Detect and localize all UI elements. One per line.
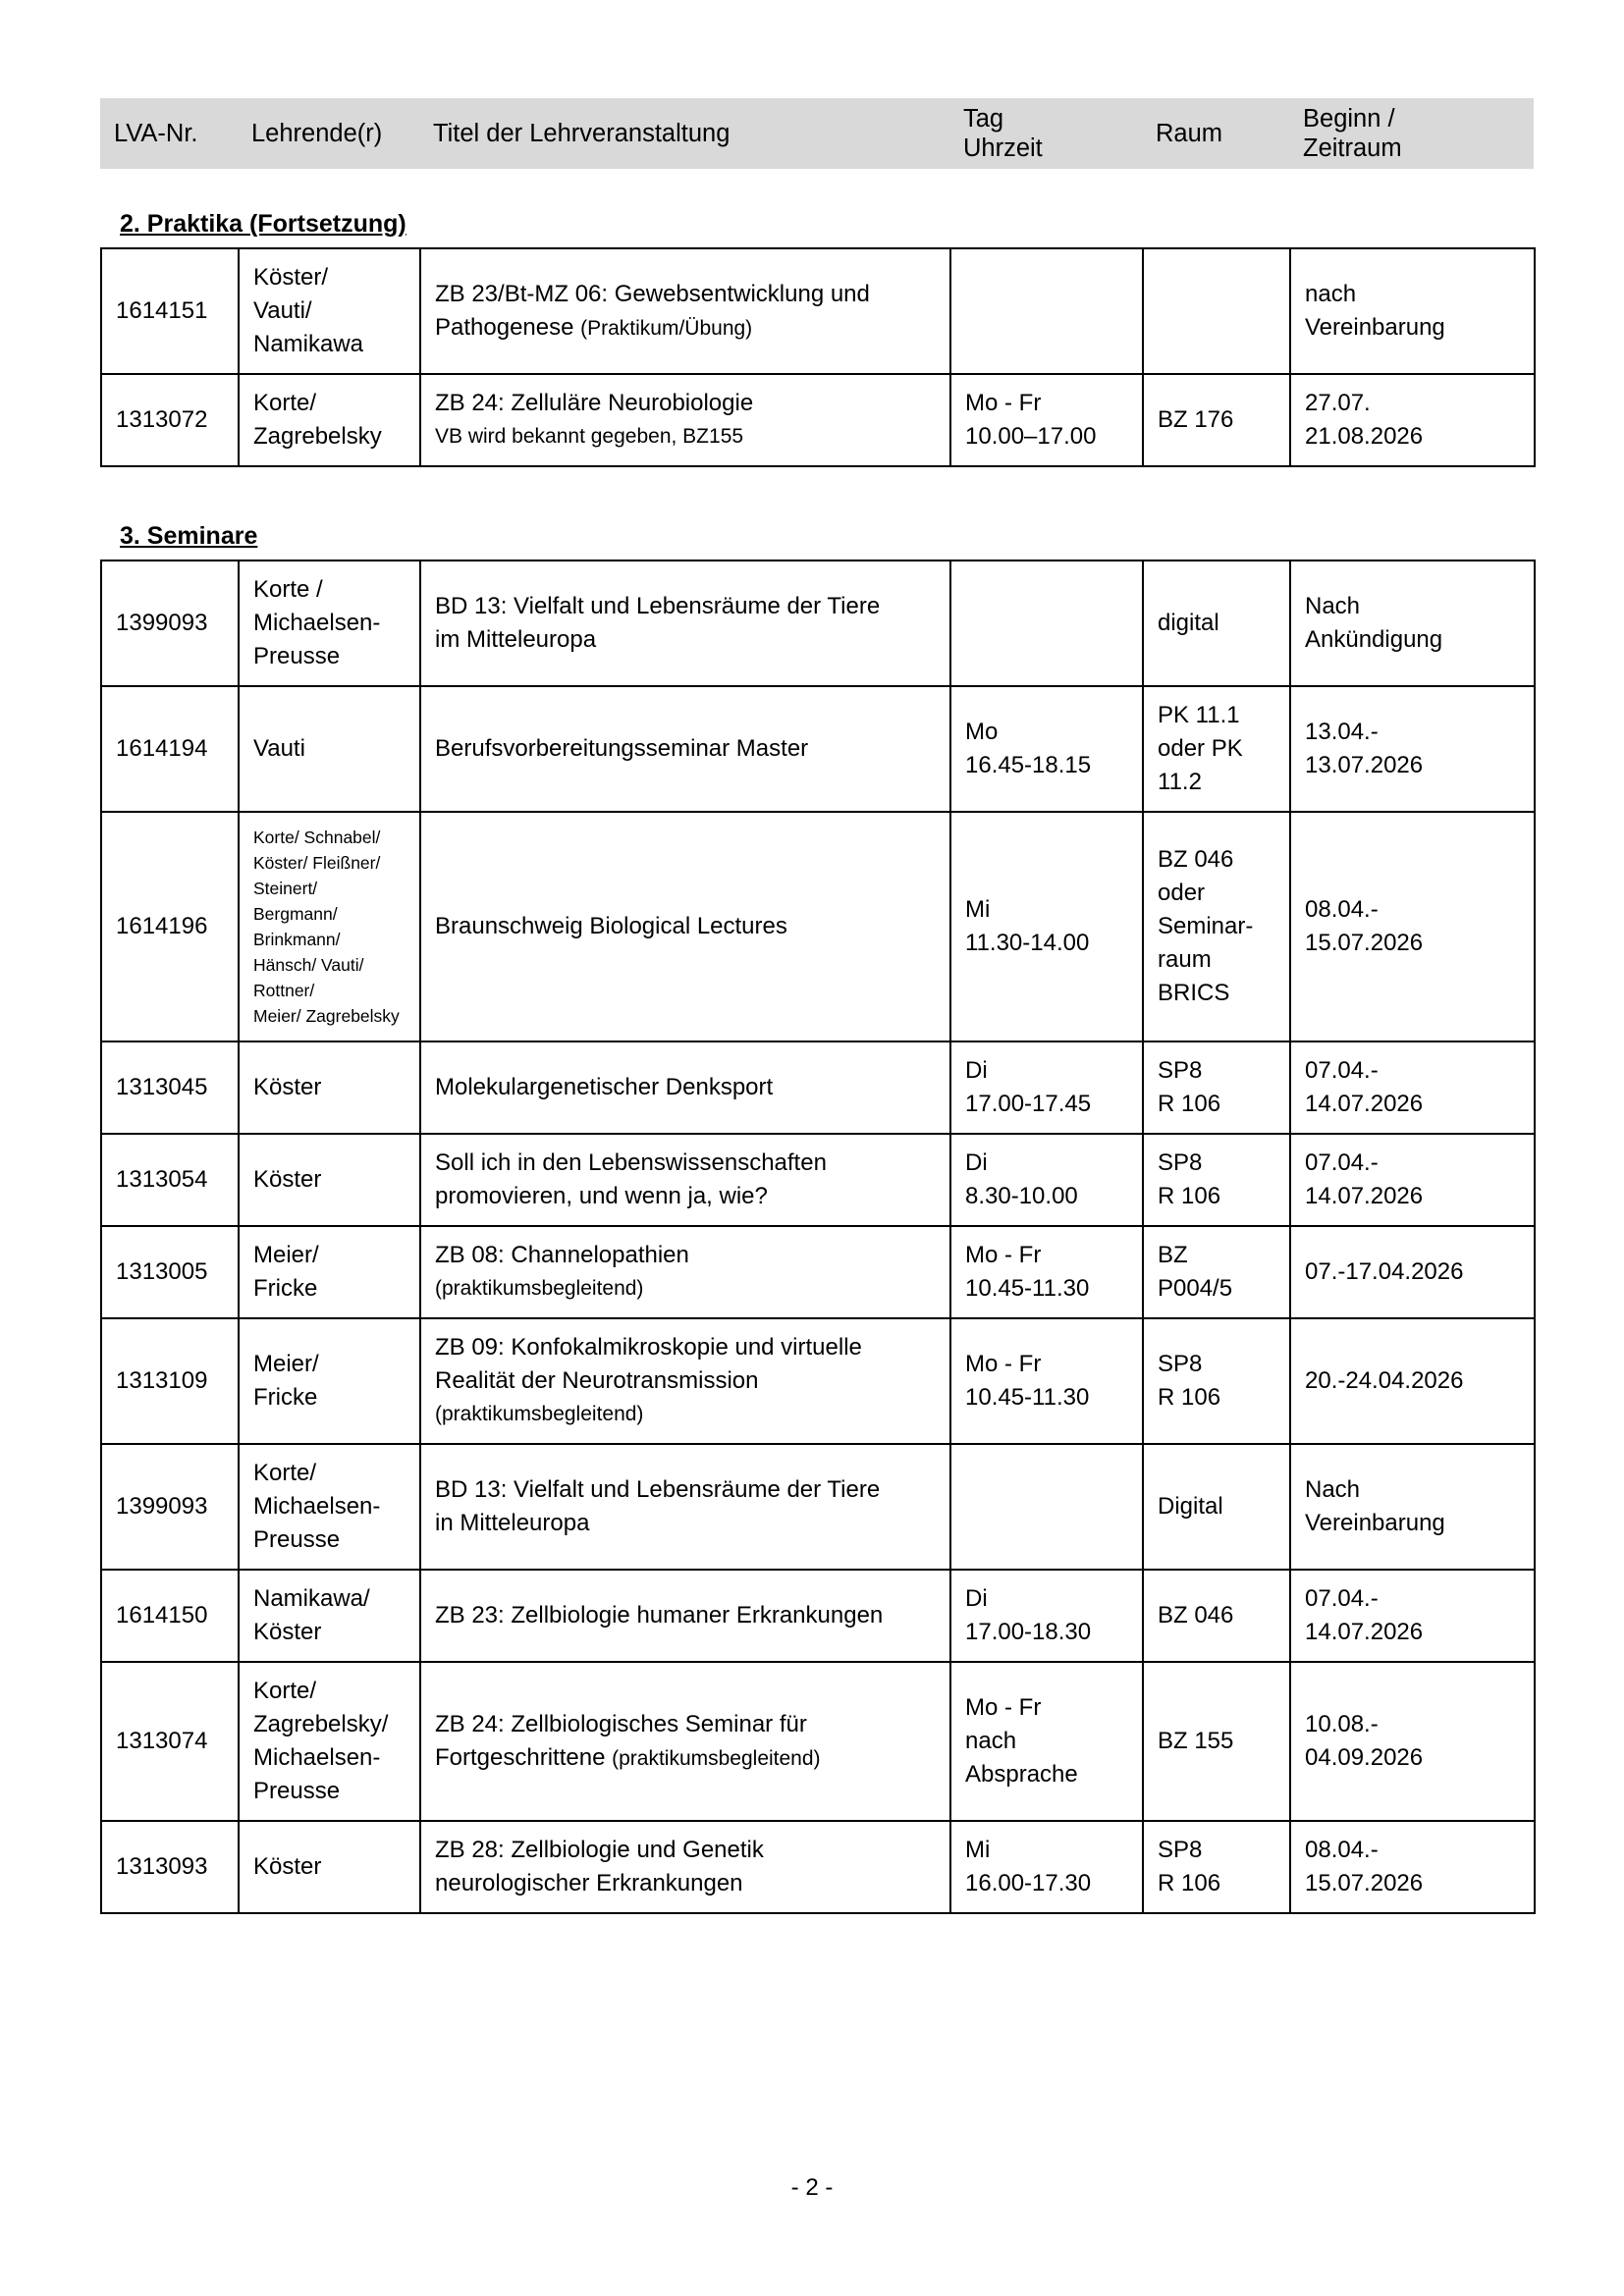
cell-line: 17.00-17.45 <box>965 1091 1092 1117</box>
cell-line: Seminar- <box>1158 913 1254 939</box>
cell-line: 11.2 <box>1158 769 1202 795</box>
table-row <box>101 1226 1535 1318</box>
cell-line: Namikawa <box>253 331 364 357</box>
cell-day-time <box>950 1662 1143 1821</box>
cell-course-title <box>420 374 950 466</box>
cell-line: raum <box>1158 946 1212 973</box>
cell-start-period <box>1290 248 1535 374</box>
cell-day-time <box>950 561 1143 686</box>
cell-line: Vauti <box>253 735 305 762</box>
column-header-start-line1: Beginn / <box>1303 105 1395 133</box>
cell-line: 16.00-17.30 <box>965 1870 1092 1896</box>
cell-start-period <box>1290 1821 1535 1913</box>
course-title-line: Berufsvorbereitungsseminar Master <box>435 735 809 762</box>
cell-line: 07.04.- <box>1305 1149 1379 1176</box>
cell-start-period <box>1290 1041 1535 1134</box>
cell-line: Meier/ <box>253 1242 319 1268</box>
cell-lva-number: 1614151 <box>101 248 239 374</box>
cell-line: 10.00–17.00 <box>965 423 1097 450</box>
cell-line: 11.30-14.00 <box>965 930 1090 956</box>
course-title-line: in Mitteleuropa <box>435 1510 590 1536</box>
course-title-line: Realität der Neurotransmission <box>435 1367 759 1394</box>
course-title-line: im Mitteleuropa <box>435 626 597 653</box>
cell-day-time <box>950 374 1143 466</box>
column-header-start <box>1289 104 1534 163</box>
cell-start-period <box>1290 561 1535 686</box>
cell-room <box>1143 1226 1290 1318</box>
cell-room <box>1143 561 1290 686</box>
cell-line: Korte/ <box>253 1460 317 1486</box>
course-title-line: BD 13: Vielfalt und Lebensräume der Tiere <box>435 593 881 619</box>
cell-course-title <box>420 1444 950 1570</box>
course-title-line: Braunschweig Biological Lectures <box>435 913 787 939</box>
column-header-lva: LVA-Nr. <box>114 120 198 147</box>
cell-line: P004/5 <box>1158 1275 1233 1302</box>
course-title-line: ZB 24: Zellbiologisches Seminar für <box>435 1710 807 1737</box>
cell-line: Nach <box>1305 593 1361 619</box>
cell-line: 08.04.- <box>1305 896 1379 923</box>
cell-line: Mi <box>965 1837 991 1863</box>
cell-start-period <box>1290 374 1535 466</box>
cell-lecturer <box>239 1041 420 1134</box>
cell-course-title <box>420 1821 950 1913</box>
cell-line: 17.00-18.30 <box>965 1619 1092 1645</box>
cell-lecturer <box>239 248 420 374</box>
course-title-note: (praktikumsbegleitend) <box>435 1403 644 1425</box>
cell-line: 13.07.2026 <box>1305 752 1424 778</box>
cell-day-time <box>950 1570 1143 1662</box>
cell-day-time <box>950 1318 1143 1444</box>
cell-line: Michaelsen- <box>253 610 381 636</box>
cell-course-title <box>420 1226 950 1318</box>
cell-lecturer <box>239 1134 420 1226</box>
course-title-line: Molekulargenetischer Denksport <box>435 1074 774 1100</box>
cell-lva-number: 1313005 <box>101 1226 239 1318</box>
cell-line: 27.07. <box>1305 390 1371 416</box>
table-column-header <box>100 98 1534 169</box>
cell-line: Mi <box>965 896 991 923</box>
table-row <box>101 561 1535 686</box>
cell-line: BZ <box>1158 1242 1188 1268</box>
cell-lecturer <box>239 686 420 812</box>
course-title-line: Pathogenese (Praktikum/Übung) <box>435 313 753 341</box>
cell-line: nach <box>1305 281 1357 307</box>
cell-line: Michaelsen- <box>253 1744 381 1771</box>
course-table <box>100 247 1536 467</box>
course-title-note: (praktikumsbegleitend) <box>435 1277 644 1300</box>
cell-lva-number: 1614196 <box>101 812 239 1041</box>
cell-day-time <box>950 1821 1143 1913</box>
course-table <box>100 560 1536 1914</box>
cell-lecturer <box>239 1821 420 1913</box>
cell-line: 10.08.- <box>1305 1711 1379 1737</box>
cell-room <box>1143 812 1290 1041</box>
cell-line: SP8 <box>1158 1149 1203 1176</box>
cell-line: 15.07.2026 <box>1305 1870 1424 1896</box>
cell-line: Preusse <box>253 643 341 669</box>
cell-line: 07.04.- <box>1305 1057 1379 1084</box>
cell-room <box>1143 1662 1290 1821</box>
cell-line: Mo - Fr <box>965 1351 1042 1377</box>
cell-line: digital <box>1158 610 1219 636</box>
course-title-line: ZB 24: Zelluläre Neurobiologie <box>435 390 754 416</box>
cell-line: Preusse <box>253 1526 341 1553</box>
course-title-line: ZB 28: Zellbiologie und Genetik <box>435 1837 764 1863</box>
cell-room <box>1143 248 1290 374</box>
cell-lva-number: 1399093 <box>101 561 239 686</box>
cell-lecturer <box>239 374 420 466</box>
course-title-line: ZB 09: Konfokalmikroskopie und virtuelle <box>435 1334 862 1361</box>
cell-line: Di <box>965 1585 988 1612</box>
course-title-line: Soll ich in den Lebenswissenschaften <box>435 1149 827 1176</box>
course-title-note: (Praktikum/Übung) <box>580 316 753 340</box>
cell-day-time <box>950 248 1143 374</box>
cell-line: 04.09.2026 <box>1305 1744 1424 1771</box>
cell-line: PK 11.1 <box>1158 702 1240 728</box>
column-header-lecturer: Lehrende(r) <box>251 120 383 147</box>
cell-line: 14.07.2026 <box>1305 1183 1424 1209</box>
cell-line: 16.45-18.15 <box>965 752 1092 778</box>
section-heading: 2. Praktika (Fortsetzung) <box>120 210 406 238</box>
cell-line: Brinkmann/ <box>253 930 341 949</box>
cell-start-period <box>1290 1662 1535 1821</box>
cell-lecturer <box>239 1662 420 1821</box>
cell-start-period <box>1290 686 1535 812</box>
cell-lva-number: 1313074 <box>101 1662 239 1821</box>
cell-line: R 106 <box>1158 1384 1221 1411</box>
cell-line: 10.45-11.30 <box>965 1275 1090 1302</box>
course-title-line: neurologischer Erkrankungen <box>435 1870 743 1896</box>
page-footer <box>0 2174 1624 2202</box>
cell-start-period <box>1290 1570 1535 1662</box>
cell-line: R 106 <box>1158 1870 1221 1896</box>
cell-line: Ankündigung <box>1305 626 1443 653</box>
cell-line: Zagrebelsky <box>253 423 382 450</box>
cell-line: SP8 <box>1158 1837 1203 1863</box>
cell-start-period <box>1290 1318 1535 1444</box>
course-title-note: (praktikumsbegleitend) <box>612 1746 821 1770</box>
cell-line: 07.-17.04.2026 <box>1305 1258 1464 1285</box>
cell-course-title <box>420 1134 950 1226</box>
section-heading: 3. Seminare <box>120 522 258 550</box>
cell-line: 13.04.- <box>1305 719 1379 745</box>
cell-line: Mo - Fr <box>965 390 1042 416</box>
cell-line: Meier/ Zagrebelsky <box>253 1006 400 1026</box>
cell-room <box>1143 1570 1290 1662</box>
course-title-line: promovieren, und wenn ja, wie? <box>435 1183 768 1209</box>
cell-line: BZ 046 <box>1158 1602 1234 1629</box>
cell-lva-number: 1399093 <box>101 1444 239 1570</box>
cell-line: Zagrebelsky/ <box>253 1711 389 1737</box>
column-header-title: Titel der Lehrveranstaltung <box>433 120 731 147</box>
cell-line: Vauti/ <box>253 297 312 324</box>
table-row <box>101 812 1535 1041</box>
cell-line: 15.07.2026 <box>1305 930 1424 956</box>
cell-day-time <box>950 1444 1143 1570</box>
cell-room <box>1143 686 1290 812</box>
cell-line: Digital <box>1158 1493 1223 1520</box>
cell-lecturer <box>239 1444 420 1570</box>
course-title-note: VB wird bekannt gegeben, BZ155 <box>435 425 744 448</box>
table-row <box>101 1570 1535 1662</box>
cell-lva-number: 1313054 <box>101 1134 239 1226</box>
cell-lecturer <box>239 561 420 686</box>
cell-line: 14.07.2026 <box>1305 1619 1424 1645</box>
table-row <box>101 248 1535 374</box>
table-row <box>101 1821 1535 1913</box>
cell-start-period <box>1290 1134 1535 1226</box>
cell-line: Köster <box>253 1166 322 1193</box>
table-row <box>101 1318 1535 1444</box>
cell-room <box>1143 1444 1290 1570</box>
cell-start-period <box>1290 1226 1535 1318</box>
cell-lecturer <box>239 1226 420 1318</box>
cell-lecturer <box>239 1318 420 1444</box>
cell-line: R 106 <box>1158 1183 1221 1209</box>
cell-day-time <box>950 812 1143 1041</box>
cell-room <box>1143 1318 1290 1444</box>
course-title-line: BD 13: Vielfalt und Lebensräume der Tiere <box>435 1476 881 1503</box>
cell-line: Korte/ <box>253 390 317 416</box>
cell-course-title <box>420 812 950 1041</box>
cell-course-title <box>420 1318 950 1444</box>
column-header-day <box>949 104 1142 163</box>
cell-line: Vereinbarung <box>1305 314 1445 341</box>
table-row <box>101 1041 1535 1134</box>
cell-line: Nach <box>1305 1476 1361 1503</box>
cell-line: BRICS <box>1158 980 1230 1006</box>
cell-lva-number: 1313045 <box>101 1041 239 1134</box>
sections-container <box>98 210 1531 1914</box>
cell-line: 10.45-11.30 <box>965 1384 1090 1411</box>
cell-line: 8.30-10.00 <box>965 1183 1078 1209</box>
cell-lva-number: 1313093 <box>101 1821 239 1913</box>
cell-line: Köster <box>253 1074 322 1100</box>
cell-line: BZ 155 <box>1158 1728 1234 1754</box>
cell-start-period <box>1290 812 1535 1041</box>
column-header-start-line2: Zeitraum <box>1303 134 1402 162</box>
table-row <box>101 1662 1535 1821</box>
cell-room <box>1143 1134 1290 1226</box>
cell-line: Bergmann/ <box>253 904 338 924</box>
cell-line: nach <box>965 1728 1017 1754</box>
cell-room <box>1143 1821 1290 1913</box>
cell-line: Köster/ <box>253 264 329 291</box>
cell-course-title <box>420 1041 950 1134</box>
cell-line: SP8 <box>1158 1351 1203 1377</box>
cell-room <box>1143 374 1290 466</box>
cell-course-title <box>420 686 950 812</box>
cell-lva-number: 1313072 <box>101 374 239 466</box>
cell-line: Mo <box>965 719 999 745</box>
cell-line: Mo - Fr <box>965 1242 1042 1268</box>
cell-lva-number: 1614150 <box>101 1570 239 1662</box>
cell-line: 07.04.- <box>1305 1585 1379 1612</box>
course-title-line: ZB 23: Zellbiologie humaner Erkrankungen <box>435 1602 884 1629</box>
cell-course-title <box>420 561 950 686</box>
cell-line: Namikawa/ <box>253 1585 370 1612</box>
column-header-room: Raum <box>1156 120 1223 147</box>
cell-line: Di <box>965 1057 988 1084</box>
cell-line: Korte/ <box>253 1678 317 1704</box>
cell-line: 20.-24.04.2026 <box>1305 1367 1464 1394</box>
column-header-day-line1: Tag <box>963 105 1004 133</box>
course-title-line: Fortgeschrittene (praktikumsbegleitend) <box>435 1743 821 1771</box>
page-number: - 2 - <box>790 2174 834 2201</box>
cell-line: Vereinbarung <box>1305 1510 1445 1536</box>
table-row <box>101 686 1535 812</box>
table-row <box>101 1444 1535 1570</box>
cell-line: Mo - Fr <box>965 1694 1042 1721</box>
cell-line: Preusse <box>253 1778 341 1804</box>
table-row <box>101 1134 1535 1226</box>
cell-room <box>1143 1041 1290 1134</box>
cell-lva-number: 1313109 <box>101 1318 239 1444</box>
table-row <box>101 374 1535 466</box>
cell-day-time <box>950 1226 1143 1318</box>
cell-line: oder <box>1158 880 1206 906</box>
course-title-line: ZB 23/Bt-MZ 06: Gewebsentwicklung und <box>435 280 870 307</box>
cell-line: Rottner/ <box>253 981 315 1000</box>
cell-course-title <box>420 248 950 374</box>
cell-lecturer <box>239 1570 420 1662</box>
cell-day-time <box>950 686 1143 812</box>
cell-line: Michaelsen- <box>253 1493 381 1520</box>
cell-line: Meier/ <box>253 1351 319 1377</box>
cell-line: 14.07.2026 <box>1305 1091 1424 1117</box>
cell-lecturer <box>239 812 420 1041</box>
column-header-day-line2: Uhrzeit <box>963 134 1043 162</box>
cell-line: R 106 <box>1158 1091 1221 1117</box>
cell-line: Korte / <box>253 576 323 603</box>
cell-start-period <box>1290 1444 1535 1570</box>
cell-line: Köster/ Fleißner/ <box>253 853 381 873</box>
cell-day-time <box>950 1041 1143 1134</box>
cell-line: Fricke <box>253 1275 318 1302</box>
cell-line: 08.04.- <box>1305 1837 1379 1863</box>
cell-course-title <box>420 1662 950 1821</box>
cell-line: Hänsch/ Vauti/ <box>253 955 364 975</box>
lecturer-list <box>253 825 409 1029</box>
cell-line: Fricke <box>253 1384 318 1411</box>
cell-course-title <box>420 1570 950 1662</box>
cell-line: Steinert/ <box>253 879 318 898</box>
cell-line: oder PK <box>1158 735 1243 762</box>
cell-line: Di <box>965 1149 988 1176</box>
course-title-line: ZB 08: Channelopathien <box>435 1242 689 1268</box>
cell-line: Köster <box>253 1853 322 1880</box>
cell-line: BZ 176 <box>1158 406 1234 433</box>
cell-day-time <box>950 1134 1143 1226</box>
cell-line: SP8 <box>1158 1057 1203 1084</box>
cell-lva-number: 1614194 <box>101 686 239 812</box>
cell-line: 21.08.2026 <box>1305 423 1424 450</box>
cell-line: Korte/ Schnabel/ <box>253 828 381 847</box>
cell-line: BZ 046 <box>1158 846 1234 873</box>
cell-line: Köster <box>253 1619 322 1645</box>
cell-line: Absprache <box>965 1761 1078 1788</box>
